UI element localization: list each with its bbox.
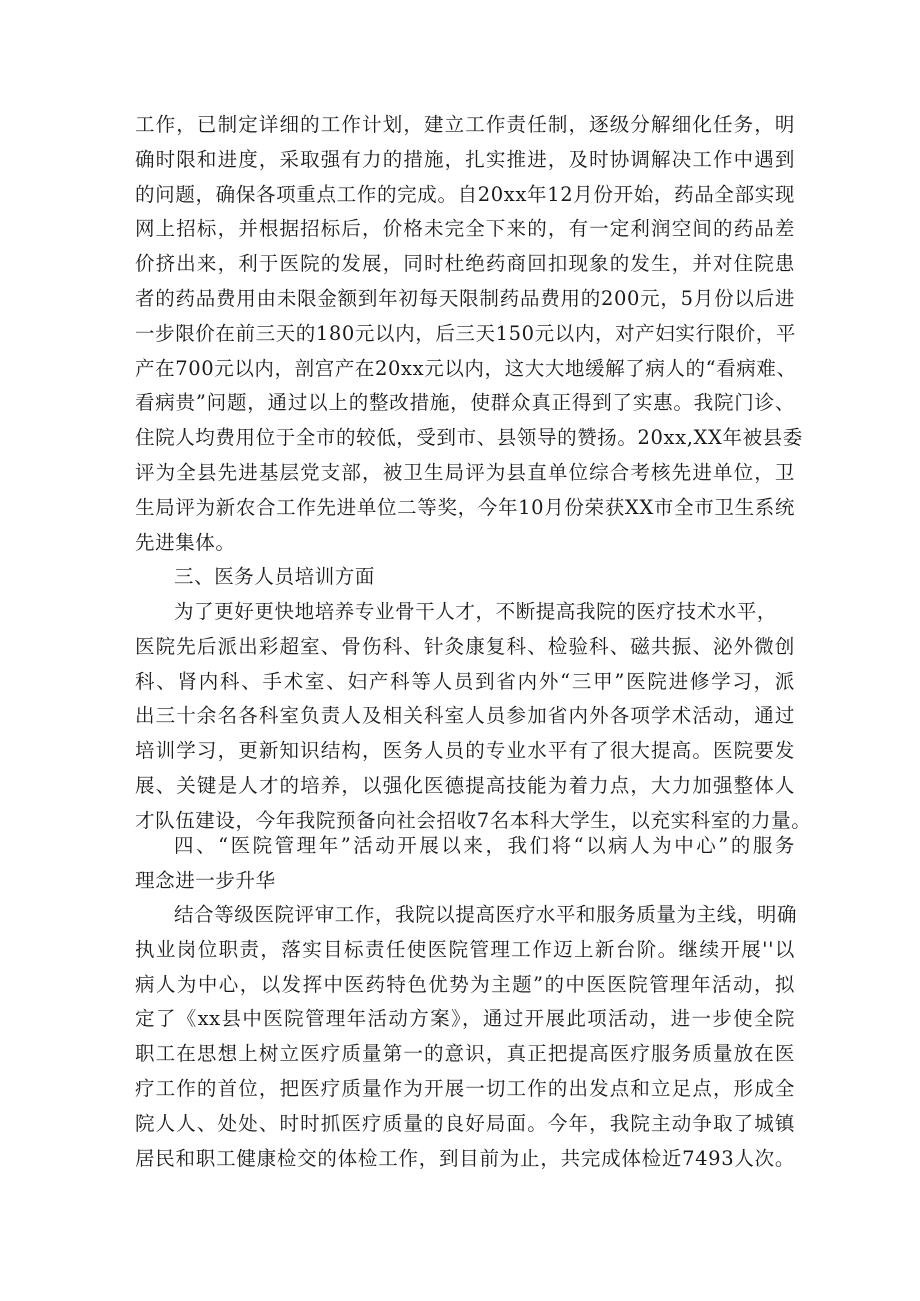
text-line: 确时限和进度，采取强有力的措施，扎实推进，及时协调解决工作中遇到 xyxy=(135,147,795,171)
text-line: 才队伍建设，今年我院预备向社会招收7名本科大学生，以充实科室的力量。 xyxy=(135,808,812,832)
text-line: 出三十余名各科室负责人及相关科室人员参加省内外各项学术活动，通过 xyxy=(135,704,795,728)
text-line: 生局评为新农合工作先进单位二等奖，今年10月份荣获XX市全市卫生系统 xyxy=(135,495,795,519)
text-line: 展、关键是人才的培养，以强化医德提高技能为着力点，大力加强整体人 xyxy=(135,773,795,797)
text-line: 培训学习，更新知识结构，医务人员的专业水平有了很大提高。医院要发 xyxy=(135,739,795,763)
text-line: 结合等级医院评审工作，我院以提高医疗水平和服务质量为主线，明确 xyxy=(174,903,798,926)
text-line: 评为全县先进基层党支部，被卫生局评为县直单位综合考核先进单位，卫 xyxy=(135,460,795,484)
text-line: 住院人均费用位于全市的较低，受到市、县领导的赞扬。20xx,XX年被县委 xyxy=(135,426,803,450)
text-line: 工作，已制定详细的工作计划，建立工作责任制，逐级分解细化任务，明 xyxy=(135,113,795,136)
text-line: 职工在思想上树立医疗质量第一的意识，真正把提高医疗服务质量放在医 xyxy=(135,1042,795,1066)
text-line: 居民和职工健康检交的体检工作，到目前为止，共完成体检近7493人次。 xyxy=(135,1146,795,1170)
heading-text: 三、医务人员培训方面 xyxy=(174,565,376,588)
text-line: 价挤出来，利于医院的发展，同时杜绝药商回扣现象的发生，并对住院患 xyxy=(135,252,795,276)
paragraph-management-year xyxy=(135,898,798,1176)
text-line: 者的药品费用由未限金额到年初每天限制药品费用的200元，5月份以后进 xyxy=(135,286,795,310)
paragraph-training xyxy=(135,595,812,839)
text-line: 网上招标，并根据招标后，价格未完全下来的，有一定利润空间的药品差 xyxy=(135,217,795,241)
text-line: 先进集体。 xyxy=(135,530,236,554)
text-line: 疗工作的首位，把医疗质量作为开展一切工作的出发点和立足点，形成全 xyxy=(135,1076,795,1100)
text-line: 定了《xx县中医院管理年活动方案》，通过开展此项活动，进一步使全院 xyxy=(135,1007,795,1031)
section-heading-training xyxy=(135,560,795,595)
section-heading-management-year xyxy=(135,829,795,899)
text-line: 医院先后派出彩超室、骨伤科、针灸康复科、检验科、磁共振、泌外微创 xyxy=(135,634,795,658)
text-line: 看病贵”问题，通过以上的整改措施，使群众真正得到了实惠。我院门诊、 xyxy=(135,391,795,415)
text-line: 院人人、处处、时时抓医疗质量的良好局面。今年，我院主动争取了城镇 xyxy=(135,1111,795,1135)
text-line: 为了更好更快地培养专业骨干人才，不断提高我院的医疗技术水平， xyxy=(174,600,778,623)
heading-text: 四、“医院管理年”活动开展以来，我们将“以病人为中心”的服务 xyxy=(174,834,795,857)
text-line: 执业岗位职责，落实目标责任使医院管理工作迈上新台阶。继续开展''以 xyxy=(135,937,795,961)
text-line: 产在700元以内，剖宫产在20xx元以内，这大大地缓解了病人的“看病难、 xyxy=(135,356,797,380)
text-line: 的问题，确保各项重点工作的完成。自20xx年12月份开始，药品全部实现 xyxy=(135,182,795,206)
text-line: 病人为中心，以发挥中医药特色优势为主题”的中医医院管理年活动，拟 xyxy=(135,972,795,996)
text-line: 科、肾内科、手术室、妇产科等人员到省内外“三甲”医院进修学习，派 xyxy=(135,669,795,693)
heading-text: 理念进一步升华 xyxy=(135,868,276,892)
text-line: 一步限价在前三天的180元以内，后三天150元以内，对产妇实行限价，平 xyxy=(135,321,796,345)
paragraph-continued-work xyxy=(135,108,803,560)
